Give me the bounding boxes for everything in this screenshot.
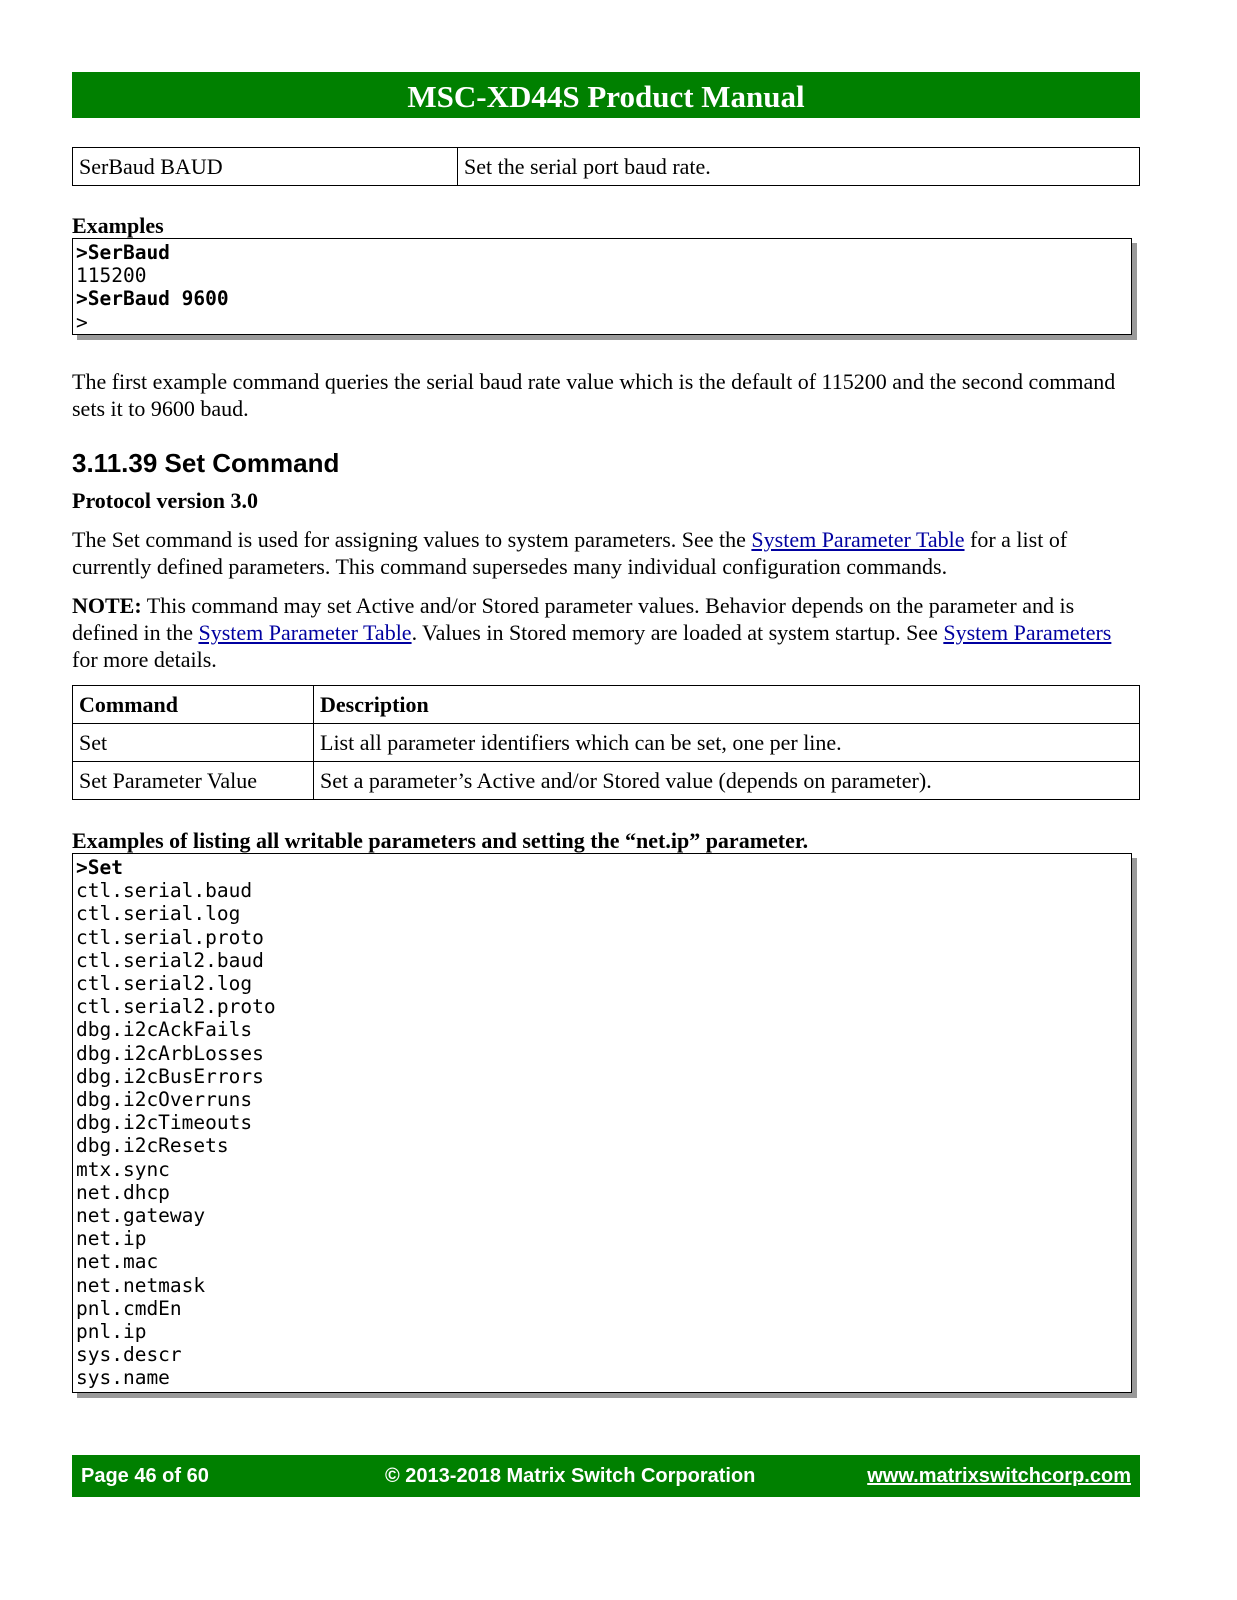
command-cell: Set Parameter Value [73,762,314,800]
code-block-set [72,853,1132,1393]
code-line: 115200 [76,264,147,288]
code-block-serbaud [72,238,1132,335]
text: The Set command is used for assigning values to system parameters. See the [72,527,752,552]
code-line: net.dhcp [76,1180,170,1204]
code-line: dbg.i2cAckFails [76,1018,253,1042]
code-line: dbg.i2cTimeouts [76,1111,253,1135]
description-cell: List all parameter identifiers which can be set, one per line. [314,724,1140,762]
set-command-table [72,685,1140,800]
examples-label: Examples [72,213,164,238]
code-line: >SerBaud 9600 [76,287,229,311]
code-line: pnl.ip [76,1320,147,1344]
code-line: net.mac [76,1250,159,1274]
code-line: mtx.sync [76,1157,170,1181]
code-line: ctl.serial2.log [76,972,253,996]
text: for more details. [72,647,217,672]
system-parameter-table-link[interactable]: System Parameter Table [198,620,412,645]
page-body [72,72,1140,1393]
table-row [73,148,1140,186]
command-cell: SerBaud BAUD [73,148,458,186]
code-line: > [76,310,88,334]
section-heading: 3.11.39 Set Command [72,448,340,478]
code-line: sys.name [76,1366,170,1390]
website-link[interactable]: www.matrixswitchcorp.com [867,1465,1131,1487]
code-line: dbg.i2cResets [76,1134,229,1158]
code-line: >SerBaud [76,241,170,264]
note-label: NOTE: [72,593,142,618]
text: This command may set Active and/or Stored parameter values. Behavior depends on the parameter and is defined in the [72,593,1075,645]
table-header-row [73,686,1140,724]
system-parameter-table-link[interactable]: System Parameter Table [751,527,965,552]
code-line: net.gateway [76,1204,206,1228]
table-row [73,724,1140,762]
code-line: net.netmask [76,1273,206,1297]
page-header [72,72,1140,118]
code-line: ctl.serial.baud [76,879,253,903]
code-line: >Set [76,856,123,879]
code-line: ctl.serial2.baud [76,948,264,972]
page-number: Page 46 of 60 [81,1465,209,1487]
system-parameters-link[interactable]: System Parameters [943,620,1112,645]
code-line: dbg.i2cBusErrors [76,1064,264,1088]
code-line: ctl.serial.log [76,902,241,926]
code-line: pnl.cmdEn [76,1296,182,1320]
code-line: ctl.serial2.proto [76,995,276,1019]
text: for a list of currently defined parameters. This command supersedes many individual configuration commands. [72,527,1068,579]
description-cell: Set a parameter’s Active and/or Stored value (depends on parameter). [314,762,1140,800]
description-cell: Set the serial port baud rate. [458,148,1140,186]
copyright: © 2013-2018 Matrix Switch Corporation [385,1465,756,1487]
paragraph-note [72,592,1140,673]
column-header: Command [73,686,314,724]
code-line: dbg.i2cOverruns [76,1088,253,1112]
code-line: ctl.serial.proto [76,925,264,949]
code-line: sys.descr [76,1343,182,1367]
command-cell: Set [73,724,314,762]
text: . Values in Stored memory are loaded at system startup. See [411,620,944,645]
paragraph-set-intro [72,526,1140,580]
paragraph-serbaud: The first example command queries the serial baud rate value which is the default of 115200 and the second command sets it to 9600 baud. [72,369,1116,421]
examples-label: Examples of listing all writable parameters and setting the “net.ip” parameter. [72,828,809,853]
code-line: net.ip [76,1227,147,1251]
manual-title: MSC-XD44S Product Manual [407,79,805,114]
table-row [73,762,1140,800]
serbaud-table [72,147,1140,186]
column-header: Description [314,686,1140,724]
page-footer [72,1455,1140,1497]
protocol-version: Protocol version 3.0 [72,488,258,513]
code-line: dbg.i2cArbLosses [76,1041,264,1065]
